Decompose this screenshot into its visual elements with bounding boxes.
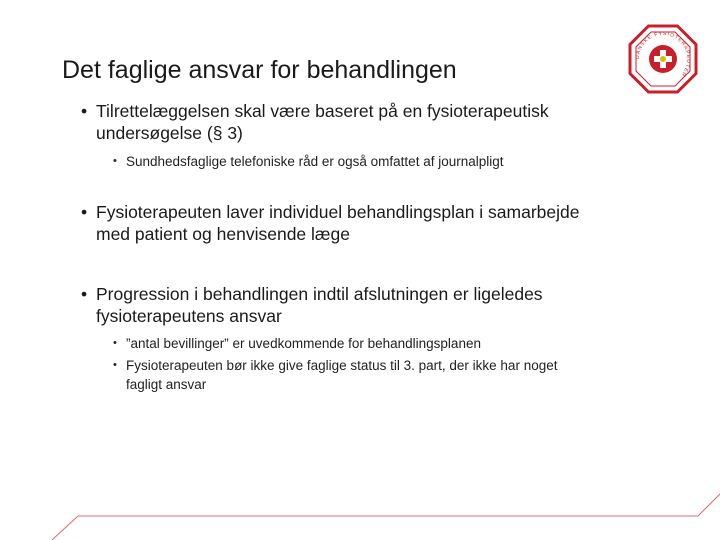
slide-title: Det faglige ansvar for behandlingen (62, 56, 457, 84)
bullet-marker: • (81, 202, 88, 222)
bullet-marker: • (81, 101, 88, 121)
sub-bullet-item (113, 356, 558, 394)
bullet-text-line: Fysioterapeuten laver individuel behandlingsplan i samarbejde (96, 202, 580, 222)
bullet-text-line: Progression i behandlingen indtil afslutningen er ligeledes (96, 284, 543, 304)
logo-ring-text: DANSKE FYSIOTERAPEUTER (634, 30, 692, 78)
bullet-text-line: fysioterapeutens ansvar (96, 306, 282, 326)
sub-bullet-item (113, 152, 504, 171)
sub-bullet-text-line: fagligt ansvar (126, 377, 207, 392)
bullet-text-line: med patient og henvisende læge (96, 224, 350, 244)
sub-bullet-marker: • (113, 337, 117, 349)
bullet-item (81, 100, 549, 144)
sub-bullet-text-line: Fysioterapeuten bør ikke give faglige status til 3. part, der ikke har noget (126, 358, 558, 373)
sub-bullet-text-line: ”antal bevillinger” er uvedkommende for behandlingsplanen (126, 336, 481, 351)
sub-bullet-text-line: Sundhedsfaglige telefoniske råd er også omfattet af journalpligt (126, 154, 504, 169)
bullet-item (81, 201, 580, 245)
sub-bullet-item (113, 334, 481, 353)
bullet-text-line: Tilrettelæggelsen skal være baseret på en fysioterapeutisk (96, 101, 549, 121)
bullet-item (81, 283, 543, 327)
bullet-text-line: undersøgelse (§ 3) (96, 123, 243, 143)
sub-bullet-marker: • (113, 359, 117, 371)
sub-bullet-marker: • (113, 155, 117, 167)
bullet-marker: • (81, 284, 88, 304)
